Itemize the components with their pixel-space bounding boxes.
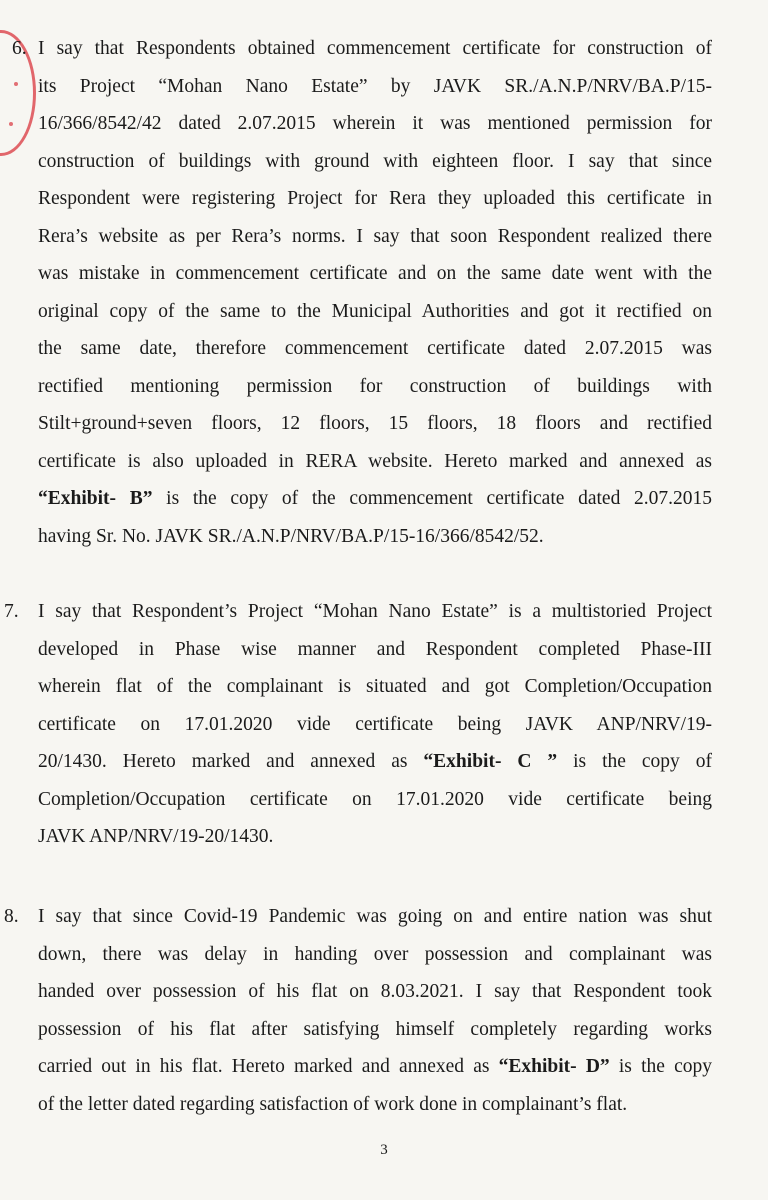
text-segment: original copy of the same to the Municipal Authorities and got it rectified on (38, 300, 712, 322)
page-number: 3 (380, 1142, 388, 1158)
text-segment: is the copy of the commencement certificate dated 2.07.2015 (152, 488, 712, 509)
paragraph-body (38, 898, 712, 1123)
text-line (38, 255, 712, 293)
text-segment: possession of his flat after satisfying himself completely regarding works (38, 1018, 712, 1040)
text-segment: was mistake in commencement certificate and on the same date went with the (38, 263, 712, 284)
text-line (38, 218, 712, 256)
text-segment: JAVK ANP/NRV/19-20/1430. (38, 826, 274, 847)
text-segment: Completion/Occupation certificate on 17.01.2020 vide certificate being (38, 788, 712, 810)
text-segment: the same date, therefore commencement certificate dated 2.07.2015 was (38, 338, 712, 359)
text-segment: developed in Phase wise manner and Respondent completed Phase-III (38, 638, 712, 660)
text-line (38, 180, 712, 218)
text-segment: rectified mentioning permission for construction of buildings with (38, 375, 712, 397)
text-line (38, 443, 712, 481)
text-line (38, 480, 712, 518)
text-segment: certificate on 17.01.2020 vide certificate being JAVK ANP/NRV/19- (38, 713, 712, 735)
text-segment: I say that Respondent’s Project “Mohan Nano Estate” is a multistoried Project (38, 601, 712, 622)
paragraph-body (38, 593, 712, 856)
text-segment: Respondent were registering Project for Rera they uploaded this certificate in (38, 188, 712, 209)
paragraph-body (38, 30, 712, 555)
text-line (38, 743, 712, 781)
text-segment: wherein flat of the complainant is situated and got Completion/Occupation (38, 676, 712, 697)
text-segment: construction of buildings with ground with eighteen floor. I say that since (38, 150, 712, 172)
text-line (38, 1086, 712, 1124)
text-line (38, 936, 712, 974)
text-segment: down, there was delay in handing over possession and complainant was (38, 943, 712, 965)
text-segment: 20/1430. Hereto marked and annexed as (38, 751, 424, 772)
text-line (38, 105, 712, 143)
text-line (38, 30, 712, 68)
text-line (38, 293, 712, 331)
text-segment: is the copy (609, 1056, 712, 1077)
text-segment: Rera’s website as per Rera’s norms. I say that soon Respondent realized there (38, 225, 712, 247)
text-line (38, 1011, 712, 1049)
text-line (38, 368, 712, 406)
text-line (38, 781, 712, 819)
text-line (38, 68, 712, 106)
text-line (38, 668, 712, 706)
text-line (38, 330, 712, 368)
text-segment: Stilt+ground+seven floors, 12 floors, 15 floors, 18 floors and rectified (38, 413, 712, 434)
text-line (38, 593, 712, 631)
text-line (38, 631, 712, 669)
text-segment: is the copy of (557, 751, 712, 772)
text-line (38, 518, 712, 556)
text-segment: I say that since Covid-19 Pandemic was going on and entire nation was shut (38, 906, 712, 927)
text-line (38, 973, 712, 1011)
text-line (38, 898, 712, 936)
text-segment: its Project “Mohan Nano Estate” by JAVK SR./A.N.P/NRV/BA.P/15- (38, 75, 712, 97)
paragraph-number: 8. (4, 906, 19, 927)
text-line (38, 143, 712, 181)
stamp-ink-dot (9, 122, 13, 126)
text-segment: carried out in his flat. Hereto marked and annexed as (38, 1056, 499, 1077)
paragraph-number: 6. (12, 38, 27, 59)
text-segment: 16/366/8542/42 dated 2.07.2015 wherein it was mentioned permission for (38, 113, 712, 134)
exhibit-reference: “Exhibit- D” (498, 1056, 610, 1077)
text-line (38, 818, 712, 856)
exhibit-reference: “Exhibit- C ” (423, 751, 558, 772)
text-segment: of the letter dated regarding satisfaction of work done in complainant’s flat. (38, 1093, 628, 1115)
stamp-ink-dot (14, 82, 18, 86)
text-line (38, 1048, 712, 1086)
text-line (38, 706, 712, 744)
paragraph-number: 7. (4, 601, 19, 622)
exhibit-reference: “Exhibit- B” (38, 488, 153, 509)
text-segment: having Sr. No. JAVK SR./A.N.P/NRV/BA.P/15-16/366/8542/52. (38, 525, 544, 547)
text-line (38, 405, 712, 443)
text-segment: handed over possession of his flat on 8.03.2021. I say that Respondent took (38, 981, 712, 1002)
text-segment: certificate is also uploaded in RERA website. Hereto marked and annexed as (38, 450, 712, 472)
text-segment: I say that Respondents obtained commencement certificate for construction of (38, 38, 712, 59)
